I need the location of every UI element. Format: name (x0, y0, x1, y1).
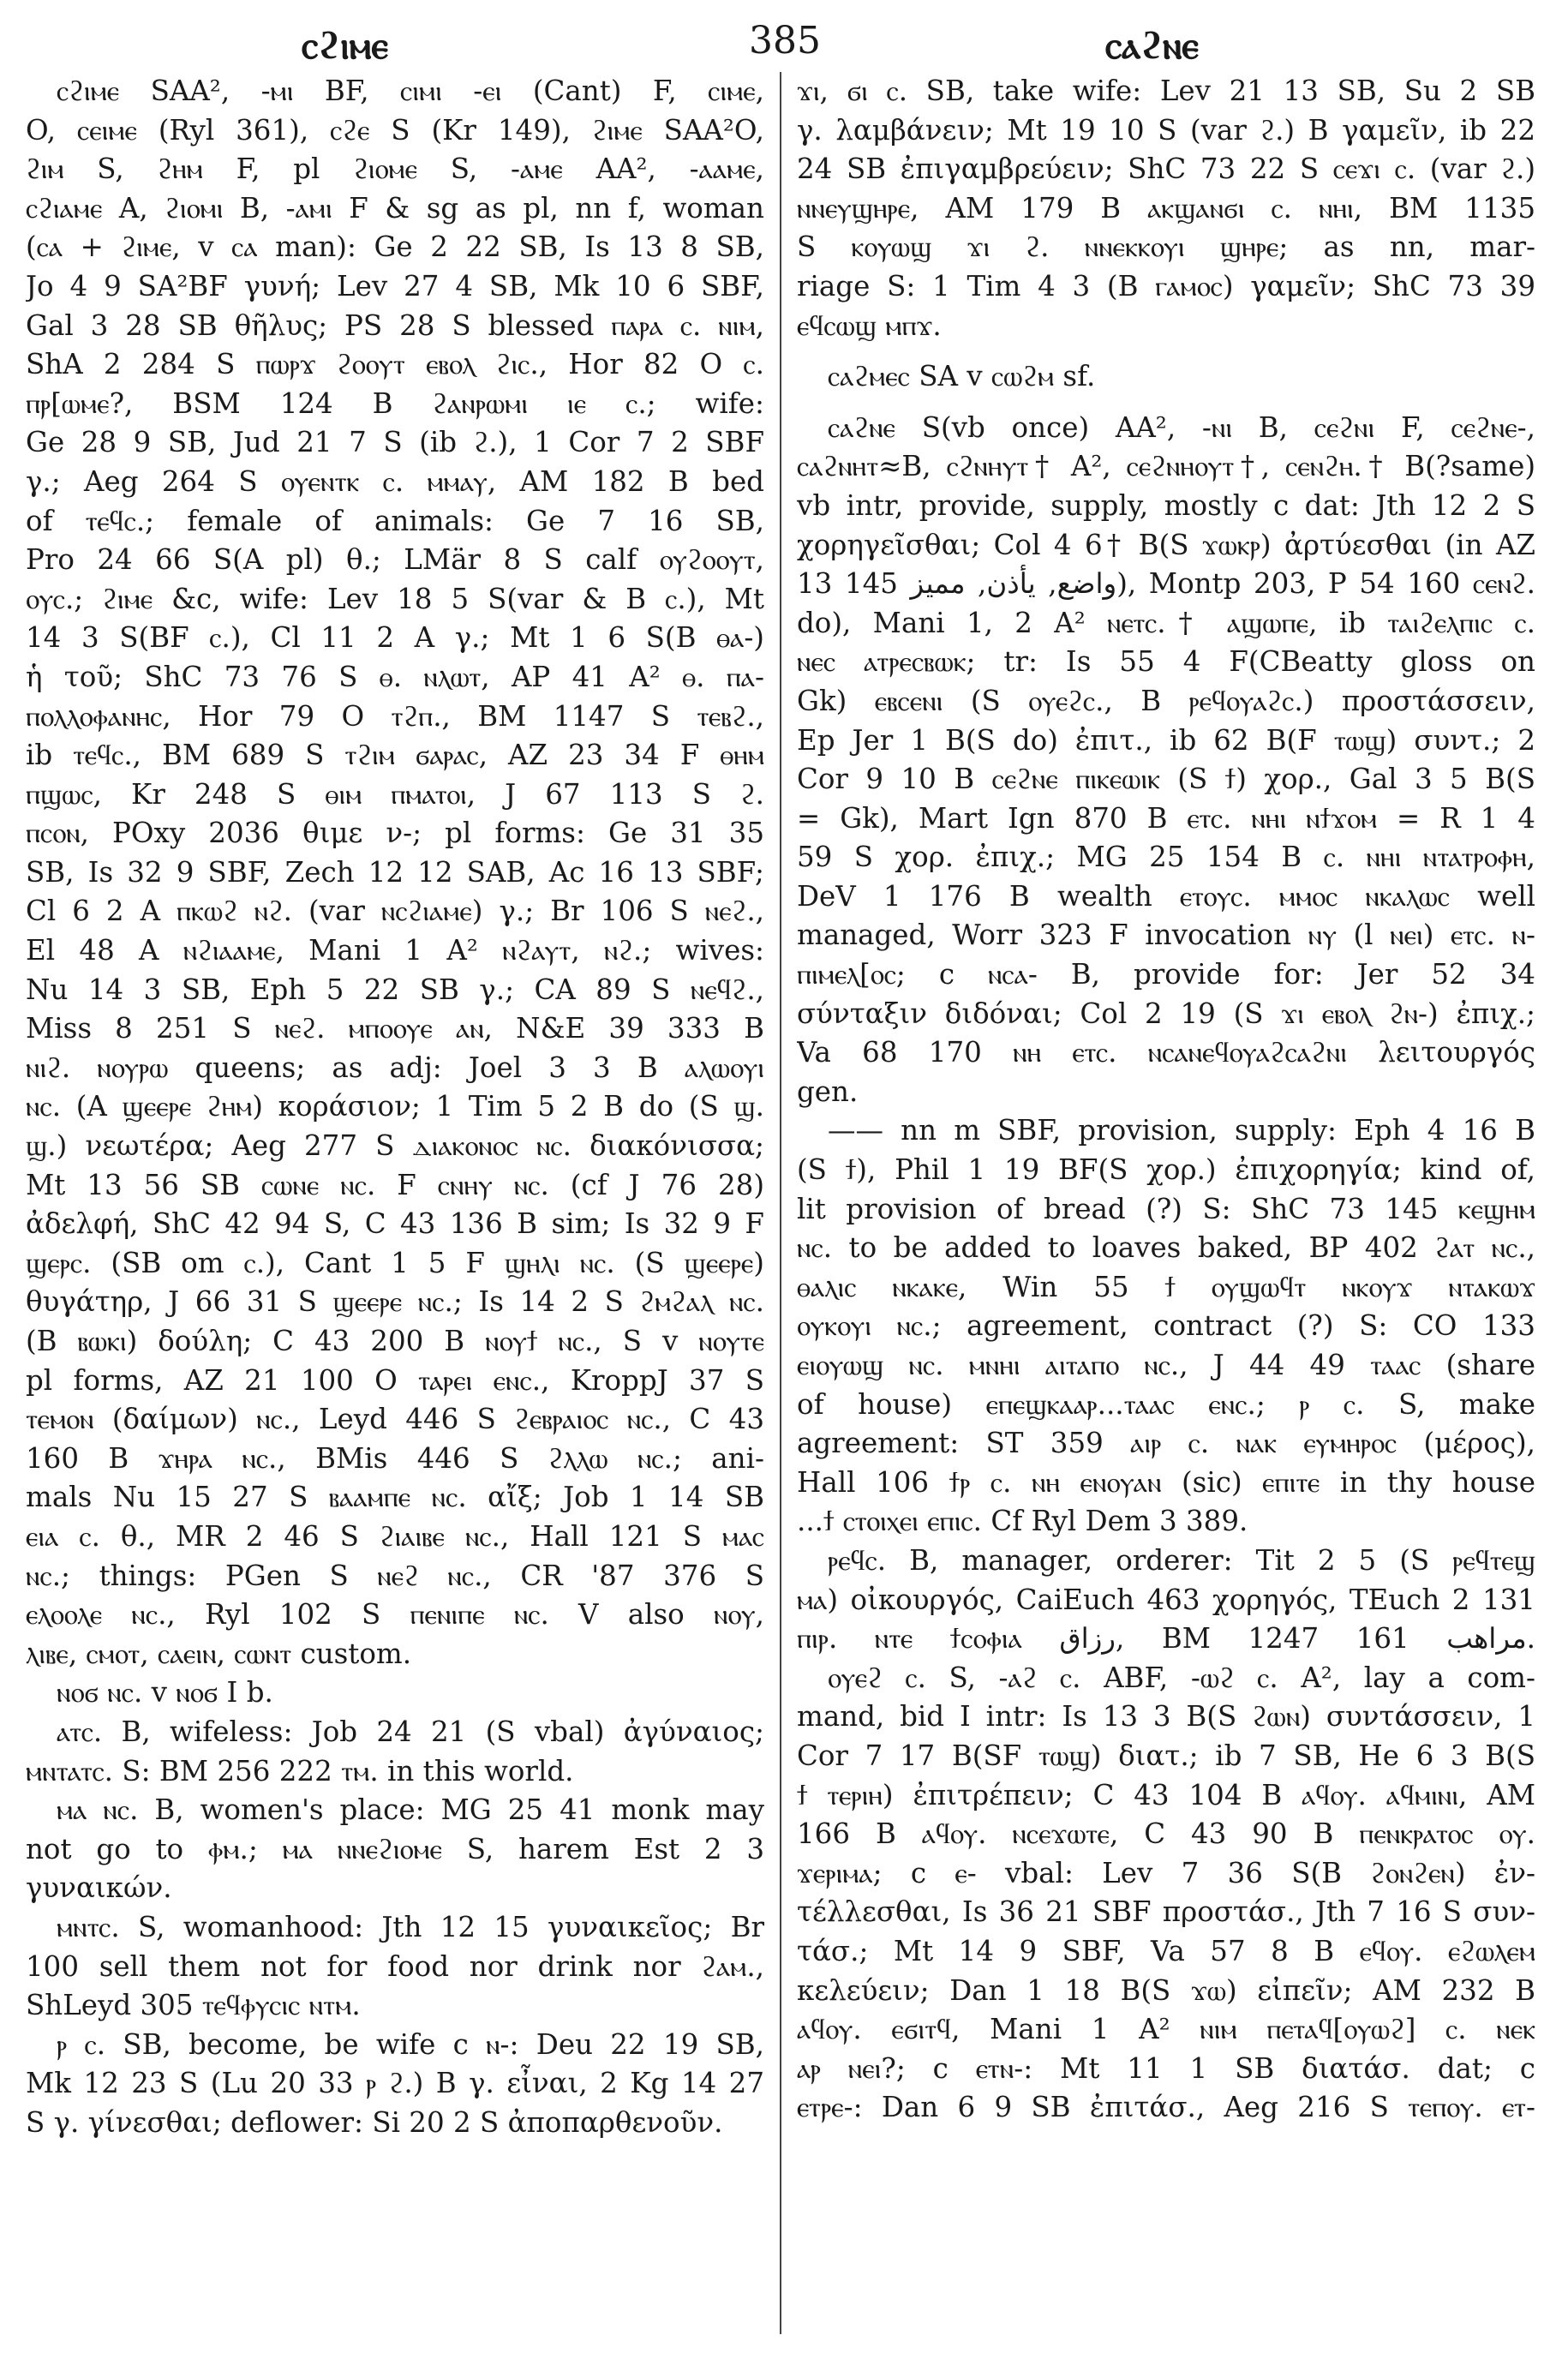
text-line: ϫⲉⲣⲓⲙⲁ; c ⲉ- vbal: Lev 7 36 S(B ϩⲟⲛϩⲉⲛ) ἐν- (797, 1856, 1535, 1889)
text-line: (ⲥⲁ + ϩⲓⲙⲉ, v ⲥⲁ man): Ge 2 22 SB, Is 13 8 SB, (26, 231, 764, 264)
text-line: ϣⲉⲣⲥ. (SB om ⲥ.), Cant 1 5 F ϣⲏⲗⲓ ⲛⲥ. (S ϣⲉⲉⲣⲉ) (26, 1246, 764, 1279)
text-line: θυγάτηρ, J 66 31 S ϣⲉⲉⲣⲉ ⲛⲥ.; Is 14 2 S ϩⲙϩⲁⲗ ⲛⲥ. (26, 1285, 764, 1319)
text-line: ⲟⲩⲉϩ ⲥ. S, -ⲁϩ ⲥ. ABF, -ⲱϩ ⲥ. A², lay a com- (828, 1661, 1535, 1694)
text-line: ϫⲓ, ϭⲓ ⲥ. SB, take wife: Lev 21 13 SB, Su 2 SB (797, 75, 1535, 107)
text-line: ⲧⲉⲙⲟⲛ (δαίμων) ⲛⲥ., Leyd 446 S ϩⲉⲃⲣⲁⲓⲟⲥ ⲛⲥ., C 43 (26, 1403, 764, 1436)
text-line: managed, Worr 323 F invocation ⲛⲩ (l ⲛⲉⲓ) ⲉⲧⲥ. ⲛ- (797, 919, 1535, 952)
text-line: ...ϯ ⲥⲧⲟⲓⲭⲉⲓ ⲉⲡⲓⲥ. Cf Ryl Dem 3 389. (797, 1505, 1248, 1538)
text-line: ⲛⲥ. (A ϣⲉⲉⲣⲉ ϩⲏⲙ) κοράσιον; 1 Tim 5 2 B do (S ϣ. (26, 1090, 764, 1123)
text-line: Mt 13 56 SB ⲥⲱⲛⲉ ⲛⲥ. F ⲥⲛⲏⲩ ⲛⲥ. (cf J 76 28) (26, 1168, 764, 1201)
text-line: ⲛⲛⲉⲩϣⲏⲣⲉ, AM 179 B ⲁⲕϣⲁⲛϭⲓ ⲥ. ⲛⲏⲓ, BM 1135 (797, 191, 1535, 225)
text-line: ⲉⲧⲣⲉ-: Dan 6 9 SB ἐπιτάσ., Aeg 216 S ⲧⲉⲡⲟⲩ. ⲉⲧ- (797, 2091, 1535, 2124)
text-line: mals Nu 15 27 S ⲃⲁⲁⲙⲡⲉ ⲛⲥ. αἴξ; Job 1 14 SB (26, 1481, 764, 1514)
text-line: ⲁⲧⲥ. B, wifeless: Job 24 21 (S vbal) ἀγύναιος; (57, 1715, 764, 1748)
text-line: Cor 9 10 B ⲥⲉϩⲛⲉ ⲡⲓⲕⲉⲱⲓⲕ (S ϯ) χορ., Gal 3 5 B(S (797, 763, 1535, 796)
entry-gap (797, 397, 1535, 409)
text-line: ⲙⲁ ⲛⲥ. B, women's place: MG 25 41 monk may (57, 1793, 764, 1827)
text-line: ⲡⲥⲟⲛ, POxy 2036 θιμε ν-; pl forms: Ge 31 35 (26, 817, 764, 850)
text-line: 13 145 واضع, يأذن, مميز), Montp 203, P 54 160 ⲥⲉⲛϩ. (797, 567, 1535, 601)
text-line: not go to ⲫⲙ.; ⲙⲁ ⲛⲛⲉϩⲓⲟⲙⲉ S, harem Est 2 3 (26, 1832, 764, 1865)
text-line: Ep Jer 1 B(S do) ἐπιτ., ib 62 B(F ⲧⲱϣ) συντ.; 2 (797, 723, 1535, 757)
right-column (797, 72, 1535, 2128)
text-line: 59 S χορ. ἐπιχ.; MG 25 154 B ⲥ. ⲛⲏⲓ ⲛⲧⲁⲧⲣⲟⲫⲏ, (797, 841, 1535, 874)
text-line: γ.; Aeg 264 S ⲟⲩⲉⲛⲧⲕ ⲥ. ⲙⲙⲁⲩ, AM 182 B bed (26, 464, 764, 498)
text-line: El 48 A ⲛϩⲓⲁⲁⲙⲉ, Mani 1 A² ⲛϩⲁⲩⲧ, ⲛϩ.; wives: (26, 934, 764, 967)
text-line: ⲣⲉϥⲥ. B, manager, orderer: Tit 2 5 (S ⲣⲉϥⲧⲉϣ (828, 1543, 1535, 1577)
text-line: ⲡⲣ[ⲱⲙⲉ?, BSM 124 B ϩⲁⲛⲣⲱⲙⲓ ⲓⲉ ⲥ.; wife: (26, 386, 764, 420)
text-line: ⲟⲩⲥ.; ϩⲓⲙⲉ &c, wife: Lev 18 5 S(var & B ⲥ.), Mt (26, 582, 764, 615)
text-line: ⲥϩⲓⲙⲉ SAA², -ⲙⲓ BF, ⲥⲓⲙⲓ -ⲉⲓ (Cant) F, ⲥⲓⲙⲉ, (57, 75, 764, 107)
text-line: ⲥⲁϩⲛⲉ S(vb once) AA², -ⲛⲓ B, ⲥⲉϩⲛⲓ F, ⲥⲉϩⲛⲉ-, (828, 410, 1535, 444)
text-line: ⲥϩⲓⲁⲙⲉ A, ϩⲓⲟⲙⲓ B, -ⲁⲙⲓ F & sg as pl, nn f, woman (26, 191, 764, 225)
text-line: χορηγεῖσθαι; Col 4 6† B(S ϫⲱⲕⲣ) ἀρτύεσθαι (in AZ (797, 528, 1535, 561)
text-line: mand, bid I intr: Is 13 3 B(S ϩⲱⲛ) συντάσσειν, 1 (797, 1700, 1535, 1733)
text-line: σύνταξιν διδόναι; Col 2 19 (S ϫⲓ ⲉⲃⲟⲗ ϩⲛ-) ἐπιχ.; (797, 997, 1535, 1030)
text-line: ⲙⲁ) οἰκουργός, CaiEuch 463 χορηγός, TEuch 2 131 (797, 1583, 1535, 1616)
running-head-left: ⲥϩⲓⲙⲉ (302, 24, 388, 68)
text-line: Nu 14 3 SB, Eph 5 22 SB γ.; CA 89 S ⲛⲉϥϩ., (26, 973, 764, 1006)
text-line: ⲡⲟⲗⲗⲟⲫⲁⲛⲏⲥ, Hor 79 O ⲧϩⲡ., BM 1147 S ⲧⲉⲃϩ., (26, 699, 764, 733)
text-line: pl forms, AZ 21 100 O ⲧⲁⲣⲉⲓ ⲉⲛⲥ., KroppJ 37 S (26, 1363, 764, 1397)
text-line: Mk 12 23 S (Lu 20 33 ⲣ ϩ.) B γ. εἶναι, 2 Kg 14 27 (26, 2067, 764, 2100)
text-line: ⲡⲓⲣ. ⲛⲧⲉ ϯⲥⲟⲫⲓⲁ رزاق, BM 1247 161 مراهب. (797, 1622, 1535, 1656)
text-line: Ge 28 9 SB, Jud 21 7 S (ib ϩ.), 1 Cor 7 2 SBF (26, 426, 764, 459)
text-line: (B ⲃⲱⲕⲓ) δούλη; C 43 200 B ⲛⲟⲩϯ ⲛⲥ., S v ⲛⲟⲩⲧⲉ (26, 1325, 764, 1357)
text-line: τάσ.; Mt 14 9 SBF, Va 57 8 B ⲉϥⲟⲩ. ⲉϩⲱⲗⲉⲙ (797, 1934, 1535, 1967)
text-line: riage S: 1 Tim 4 3 (B ⲅⲁⲙⲟⲥ) γαμεῖν; ShC 73 39 (797, 269, 1535, 302)
text-line: ⲙⲛⲧⲥ. S, womanhood: Jth 12 15 γυναικεῖος; Br (57, 1910, 764, 1943)
text-line: ⲛⲥ.; things: PGen S ⲛⲉϩ ⲛⲥ., CR '87 376 S (26, 1559, 764, 1592)
text-line: Pro 24 66 S(A pl) θ.; LMär 8 S calf ⲟⲩϩⲟⲟⲩⲧ, (26, 543, 764, 577)
text-line: of house) ⲉⲡⲉϣⲕⲁⲁⲣ...ⲧⲁⲁⲥ ⲉⲛⲥ.; ⲣ ⲥ. S, make (797, 1387, 1535, 1421)
text-line: γ. λαμβάνειν; Mt 19 10 S (var ϩ.) B γαμεῖν, ib 22 (797, 113, 1535, 147)
text-line: ⲑⲁⲗⲓⲥ ⲛⲕⲁⲕⲉ, Win 55 ϯ ⲟⲩϣⲱϥⲧ ⲛⲕⲟⲩϫ ⲛⲧⲁⲕⲱϫ (797, 1270, 1535, 1303)
text-line: ⲗⲓⲃⲉ, ⲥⲙⲟⲧ, ⲥⲁⲉⲓⲛ, ⲥⲱⲛⲧ custom. (26, 1637, 412, 1670)
text-line: DeV 1 176 B wealth ⲉⲧⲟⲩⲥ. ⲙⲙⲟⲥ ⲛⲕⲁⲗⲱⲥ well (797, 879, 1535, 913)
text-line: ϯ ⲧⲉⲣⲓⲏ) ἐπιτρέπειν; C 43 104 B ⲁϥⲟⲩ. ⲁϥⲙⲓⲛⲓ, AM (797, 1778, 1535, 1811)
text-line: Miss 8 251 S ⲛⲉϩ. ⲙⲡⲟⲟⲩⲉ ⲁⲛ, N&E 39 333 B (26, 1012, 764, 1045)
text-line: ib ⲧⲉϥⲥ., BM 689 S ⲧϩⲓⲙ ϭⲁⲣⲁⲥ, AZ 23 34 F ⲑⲏⲙ (26, 739, 764, 772)
text-line: ϣ.) νεωτέρα; Aeg 277 S ⲇⲓⲁⲕⲟⲛⲟⲥ ⲛⲥ. διακόνισσα; (26, 1129, 764, 1163)
text-line: Jo 4 9 SA²BF γυνή; Lev 27 4 SB, Mk 10 6 SBF, (26, 269, 764, 302)
text-line: Gal 3 28 SB θῆλυς; PS 28 S blessed ⲡⲁⲣⲁ ⲥ. ⲛⲓⲙ, (26, 308, 764, 342)
text-line: —— nn m SBF, provision, supply: Eph 4 16 B (828, 1114, 1535, 1147)
text-line: 100 sell them not for food nor drink nor ϩⲁⲙ., (26, 1949, 764, 1983)
text-line: ⲛⲓϩ. ⲛⲟⲩⲣⲱ queens; as adj: Joel 3 3 B ⲁⲗⲱⲟⲩⲓ (26, 1051, 764, 1084)
text-line: γυναικών. (26, 1871, 172, 1905)
text-line: Hall 106 ϯⲣ ⲥ. ⲛⲏ ⲉⲛⲟⲩⲁⲛ (sic) ⲉⲡⲓⲧⲉ in thy house (797, 1465, 1535, 1499)
text-line: SB, Is 32 9 SBF, Zech 12 12 SAB, Ac 16 13 SBF; (26, 855, 764, 889)
text-line: ⲉⲗⲟⲟⲗⲉ ⲛⲥ., Ryl 102 S ⲡⲉⲛⲓⲡⲉ ⲛⲥ. V also ⲛⲟⲩ, (26, 1598, 764, 1632)
text-line: ShA 2 284 S ⲡⲱⲣϫ ϩⲟⲟⲩⲧ ⲉⲃⲟⲗ ϩⲓⲥ., Hor 82 O ⲥ. (26, 348, 764, 381)
text-line: Cl 6 2 A ⲡⲕⲱϩ ⲛϩ. (var ⲛⲥϩⲓⲁⲙⲉ) γ.; Br 106 S ⲛⲉϩ., (26, 895, 764, 928)
text-line: gen. (797, 1075, 859, 1108)
text-line: ⲉϥⲥⲱϣ ⲙⲡϫ. (797, 308, 942, 342)
entry-gap (797, 345, 1535, 357)
text-line: ⲣ ⲥ. SB, become, be wife c ⲛ-: Deu 22 19 SB, (57, 2027, 764, 2061)
text-line: ⲁⲣ ⲛⲉⲓ?; c ⲉⲧⲛ-: Mt 11 1 SB διατάσ. dat; c (797, 2051, 1535, 2085)
text-line: agreement: ST 359 ⲁⲓⲣ ⲥ. ⲛⲁⲕ ⲉⲩⲙⲏⲣⲟⲥ (μέρος), (797, 1427, 1535, 1460)
text-line: ἡ τοῦ; ShC 73 76 S ⲑ. ⲛⲗⲱⲧ, AP 41 A² ⲑ. ⲡⲁ- (26, 660, 764, 693)
text-line: S ⲕⲟⲩⲱϣ ϫⲓ ϩ. ⲛⲛⲉⲕⲕⲟⲩⲓ ϣⲏⲣⲉ; as nn, mar- (797, 231, 1535, 264)
text-line: ⲥⲁϩⲙⲉⲥ SA v ⲥⲱϩⲙ sf. (828, 360, 1096, 393)
text-line: S γ. γίνεσθαι; deflower: Si 20 2 S ἀποπαρθενοῦν. (26, 2105, 723, 2139)
text-line: = Gk), Mart Ign 870 B ⲉⲧⲥ. ⲛⲏⲓ ⲛϯϫⲟⲙ = R 1 4 (797, 801, 1535, 835)
text-line: ⲡϣⲱⲥ, Kr 248 S ⲑⲓⲙ ⲡⲙⲁⲧⲟⲓ, J 67 113 S ϩ. (26, 777, 764, 811)
text-line: ἀδελφή, ShC 42 94 S, C 43 136 B sim; Is 32 9 F (26, 1207, 764, 1241)
text-line: Va 68 170 ⲛⲏ ⲉⲧⲥ. ⲛⲥⲁⲛⲉϥⲟⲩⲁϩⲥⲁϩⲛⲓ λειτουργός (797, 1036, 1535, 1069)
text-line: ⲡⲓⲙⲉⲗ[ⲟⲥ; c ⲛⲥⲁ- B, provide for: Jer 52 34 (797, 958, 1535, 991)
text-line: ϩⲓⲙ S, ϩⲏⲙ F, pl ϩⲓⲟⲙⲉ S, -ⲁⲙⲉ AA², -ⲁⲁⲙⲉ, (26, 153, 764, 186)
text-line: ⲙⲛⲧⲁⲧⲥ. S: BM 256 222 ⲧⲙ. in this world. (26, 1754, 574, 1787)
text-line: 14 3 S(BF ⲥ.), Cl 11 2 A γ.; Mt 1 6 S(B ⲑⲁ-) (26, 621, 764, 655)
text-line: ShLeyd 305 ⲧⲉϥⲫⲩⲥⲓⲥ ⲛⲧⲙ. (26, 1989, 361, 2022)
text-line: of ⲧⲉϥⲥ.; female of animals: Ge 7 16 SB, (26, 504, 764, 537)
text-line: 160 B ϫⲏⲣⲁ ⲛⲥ., BMis 446 S ϩⲗⲗⲱ ⲛⲥ.; ani- (26, 1441, 764, 1475)
text-line: Cor 7 17 B(SF ⲧⲱϣ) διατ.; ib 7 SB, He 6 3 B(S (797, 1739, 1535, 1772)
text-line: κελεύειν; Dan 1 18 B(S ϫⲱ) εἰπεῖν; AM 232 B (797, 1973, 1535, 2007)
text-line: ⲟⲩⲕⲟⲩⲓ ⲛⲥ.; agreement, contract (?) S: CO 133 (797, 1309, 1535, 1343)
text-line: ⲉⲓⲁ ⲥ. θ., MR 2 46 S ϩⲓⲁⲓⲃⲉ ⲛⲥ., Hall 121 S ⲙⲁⲥ (26, 1519, 764, 1553)
text-line: vb intr, provide, supply, mostly c dat: Jth 12 2 S (797, 488, 1535, 522)
text-line: (S ϯ), Phil 1 19 BF(S χορ.) ἐπιχορηγία; kind of, (797, 1153, 1535, 1187)
running-head-right: ⲥⲁϩⲛⲉ (1105, 24, 1199, 68)
text-line: do), Mani 1, 2 A² ⲛⲉⲧⲥ.† ⲁϣⲱⲡⲉ, ib ⲧⲁⲓϩⲉⲗⲡⲓⲥ ⲥ. (797, 606, 1535, 639)
text-line: ⲛⲉⲥ ⲁⲧⲣⲉⲥⲃⲱⲕ; tr: Is 55 4 F(CBeatty gloss on (797, 645, 1535, 679)
page-number: 385 (749, 19, 821, 63)
text-line: Gk) ⲉⲃⲥⲉⲛⲓ (S ⲟⲩⲉϩⲥ., B ⲣⲉϥⲟⲩⲁϩⲥ.) προστάσσειν, (797, 684, 1535, 717)
text-line: lit provision of bread (?) S: ShC 73 145 ⲕⲉϣⲏⲙ (797, 1192, 1535, 1225)
left-column (26, 72, 764, 2142)
text-line: ⲛⲟϭ ⲛⲥ. v ⲛⲟϭ I b. (57, 1676, 273, 1709)
text-line: ⲥⲁϩⲛⲏⲧ≈B, ⲥϩⲛⲏⲩⲧ† A², ⲥⲉϩⲛⲏⲟⲩⲧ†, ⲥⲉⲛϩⲏ.† B(?same) (797, 450, 1535, 483)
text-line: ⲁϥⲟⲩ. ⲉϭⲓⲧϥ, Mani 1 A² ⲛⲓⲙ ⲡⲉⲧⲁϥ[ⲟⲩⲱϩ] ⲥ. ⲛⲉⲕ (797, 2013, 1535, 2046)
text-line: 24 SB ἐπιγαμβρεύειν; ShC 73 22 S ⲥⲉϫⲓ ⲥ. (var ϩ.) (797, 153, 1535, 186)
text-line: ⲉⲓⲟⲩⲱϣ ⲛⲥ. ⲙⲛⲏⲓ ⲁⲓⲧⲁⲡⲟ ⲛⲥ., J 44 49 ⲧⲁⲁⲥ (share (797, 1349, 1535, 1381)
text-line: ⲛⲥ. to be added to loaves baked, BP 402 ϩⲁⲧ ⲛⲥ., (797, 1231, 1535, 1265)
text-line: 166 B ⲁϥⲟⲩ. ⲛⲥⲉϫⲱⲧⲉ, C 43 90 B ⲡⲉⲛⲕⲣⲁⲧⲟⲥ ⲟⲩ. (797, 1817, 1535, 1851)
column-divider (780, 72, 781, 2334)
text-line: O, ⲥⲉⲓⲙⲉ (Ryl 361), ⲥϩⲉ S (Kr 149), ϩⲓⲙⲉ SAA²O, (26, 113, 764, 147)
text-line: τέλλεσθαι, Is 36 21 SBF προστάσ., Jth 7 16 S συν- (797, 1895, 1535, 1929)
